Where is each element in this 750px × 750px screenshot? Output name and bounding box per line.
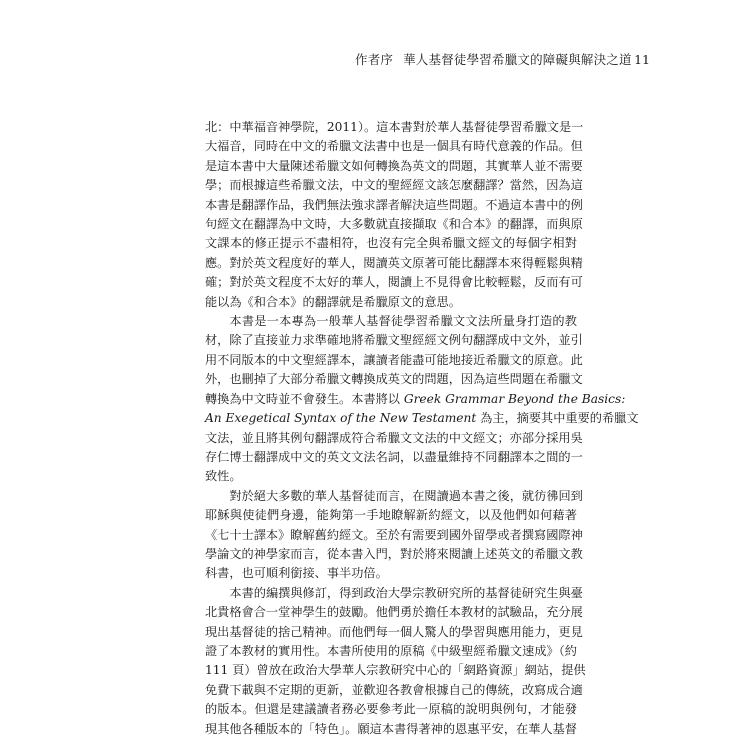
- text-line: 證了本教材的實用性。本書所使用的原稿《中級聖經希臘文速成》（約: [205, 643, 577, 658]
- body-text: [205, 118, 639, 739]
- header-section: 作者序: [355, 52, 394, 67]
- text-line: 耶穌與使徒們身邊，能夠第一手地瞭解新約經文，以及他們如何藉著: [205, 508, 577, 523]
- paragraph-3: [205, 487, 583, 584]
- text-line: 本書是翻譯作品，我們無法強求譯者解決這些問題。不過這本書中的例: [205, 197, 583, 212]
- book-title-part-2: An Exegetical Syntax of the New Testament: [205, 411, 477, 426]
- text-line: 外，也刪掉了大部分希臘文轉換成英文的問題，因為這些問題在希臘文: [205, 372, 583, 387]
- text-line: 能以為《和合本》的翻譯就是希臘原文的意思。: [205, 294, 461, 309]
- paragraph-4: [205, 584, 586, 739]
- text-line: 文法，並且將其例句翻譯成符合希臘文文法的中文經文；亦部分採用吳: [205, 430, 583, 445]
- header-title: 華人基督徒學習希臘文的障礙與解決之道: [403, 52, 632, 67]
- paragraph-2: [205, 312, 639, 487]
- text-line: 文課本的修正提示不盡相符，也沒有完全與希臘文經文的每個字相對: [205, 236, 577, 251]
- text-line: 免費下載與不定期的更新，並歡迎各教會根據自己的傳統，改寫成合適: [205, 682, 583, 697]
- text-line: 學；而根據這些希臘文法，中文的聖經經文該怎麼翻譯？當然，因為這: [205, 178, 583, 193]
- page-number: 11: [634, 52, 650, 67]
- text-line: 大福音，同時在中文的希臘文法書中也是一個具有時代意義的作品。但: [205, 139, 583, 154]
- text-line: 學論文的神學家而言，從本書入門，對於將來閱讀上述英文的希臘文教: [205, 546, 583, 561]
- book-title-part-1: Greek Grammar Beyond the Basics:: [403, 391, 626, 406]
- text-line: 111 頁）曾放在政治大學華人宗教研究中心的「網路資源」網站，提供: [205, 663, 586, 678]
- text-line: 存仁博士翻譯成中文的英文文法名詞，以盡量維持不同翻譯本之間的一: [205, 449, 583, 464]
- text-line: 的版本。但還是建議讀者務必要參考此一原稿的說明與例句，才能發: [205, 702, 577, 717]
- text-line: 應。對於英文程度好的華人，閱讀英文原著可能比翻譯本來得輕鬆與精: [205, 255, 583, 270]
- text-line: 現其他各種版本的「特色」。願這本書得著神的恩惠平安，在華人基督: [205, 721, 577, 736]
- text-line: 是這本書中大量陳述希臘文如何轉換為英文的問題，其實華人並不需要: [205, 158, 583, 173]
- text-line: 致性。: [205, 469, 242, 484]
- text-line: 用不同版本的中文聖經譯本，讓讀者能盡可能地接近希臘文的原意。此: [205, 352, 583, 367]
- paragraph-1: [205, 118, 584, 312]
- text-line: 現出基督徒的捨己精神。而他們每一個人驚人的學習與應用能力，更見: [205, 624, 583, 639]
- text-line: 句經文在翻譯為中文時，大多數就直接擷取《和合本》的翻譯，而與原: [205, 217, 583, 232]
- text-line: 北：中華福音神學院，2011）。這本書對於華人基督徒學習希臘文是一: [205, 120, 584, 134]
- text-fragment: 轉換為中文時並不會發生。本書將以: [205, 391, 400, 406]
- text-line: 本書是一本專為一般華人基督徒學習希臘文文法所量身打造的教: [229, 314, 577, 329]
- text-line: 對於絕大多數的華人基督徒而言，在閱讀過本書之後，就彷彿回到: [229, 488, 583, 503]
- text-line: 本書的編撰與修訂，得到政治大學宗教研究所的基督徒研究生與臺: [229, 585, 583, 600]
- text-line: 北貴格會合一堂神學生的鼓勵。他們勇於擔任本教材的試驗品，充分展: [205, 605, 583, 620]
- text-line-with-title: [205, 390, 626, 409]
- text-line: 《七十士譯本》瞭解舊約經文。至於有需要到國外留學或者撰寫國際神: [205, 527, 583, 542]
- text-line-with-title: [205, 409, 639, 428]
- text-line: 確；對於英文程度不太好的華人，閱讀上不見得會比較輕鬆，反而有可: [205, 275, 583, 290]
- text-line: 材，除了直接並力求準確地將希臘文聖經經文例句翻譯成中文外，並引: [205, 333, 583, 348]
- running-header: [355, 50, 650, 70]
- text-fragment: 為主，摘要其中重要的希臘文: [480, 411, 639, 426]
- text-line: 科書，也可順利銜接、事半功倍。: [205, 566, 388, 581]
